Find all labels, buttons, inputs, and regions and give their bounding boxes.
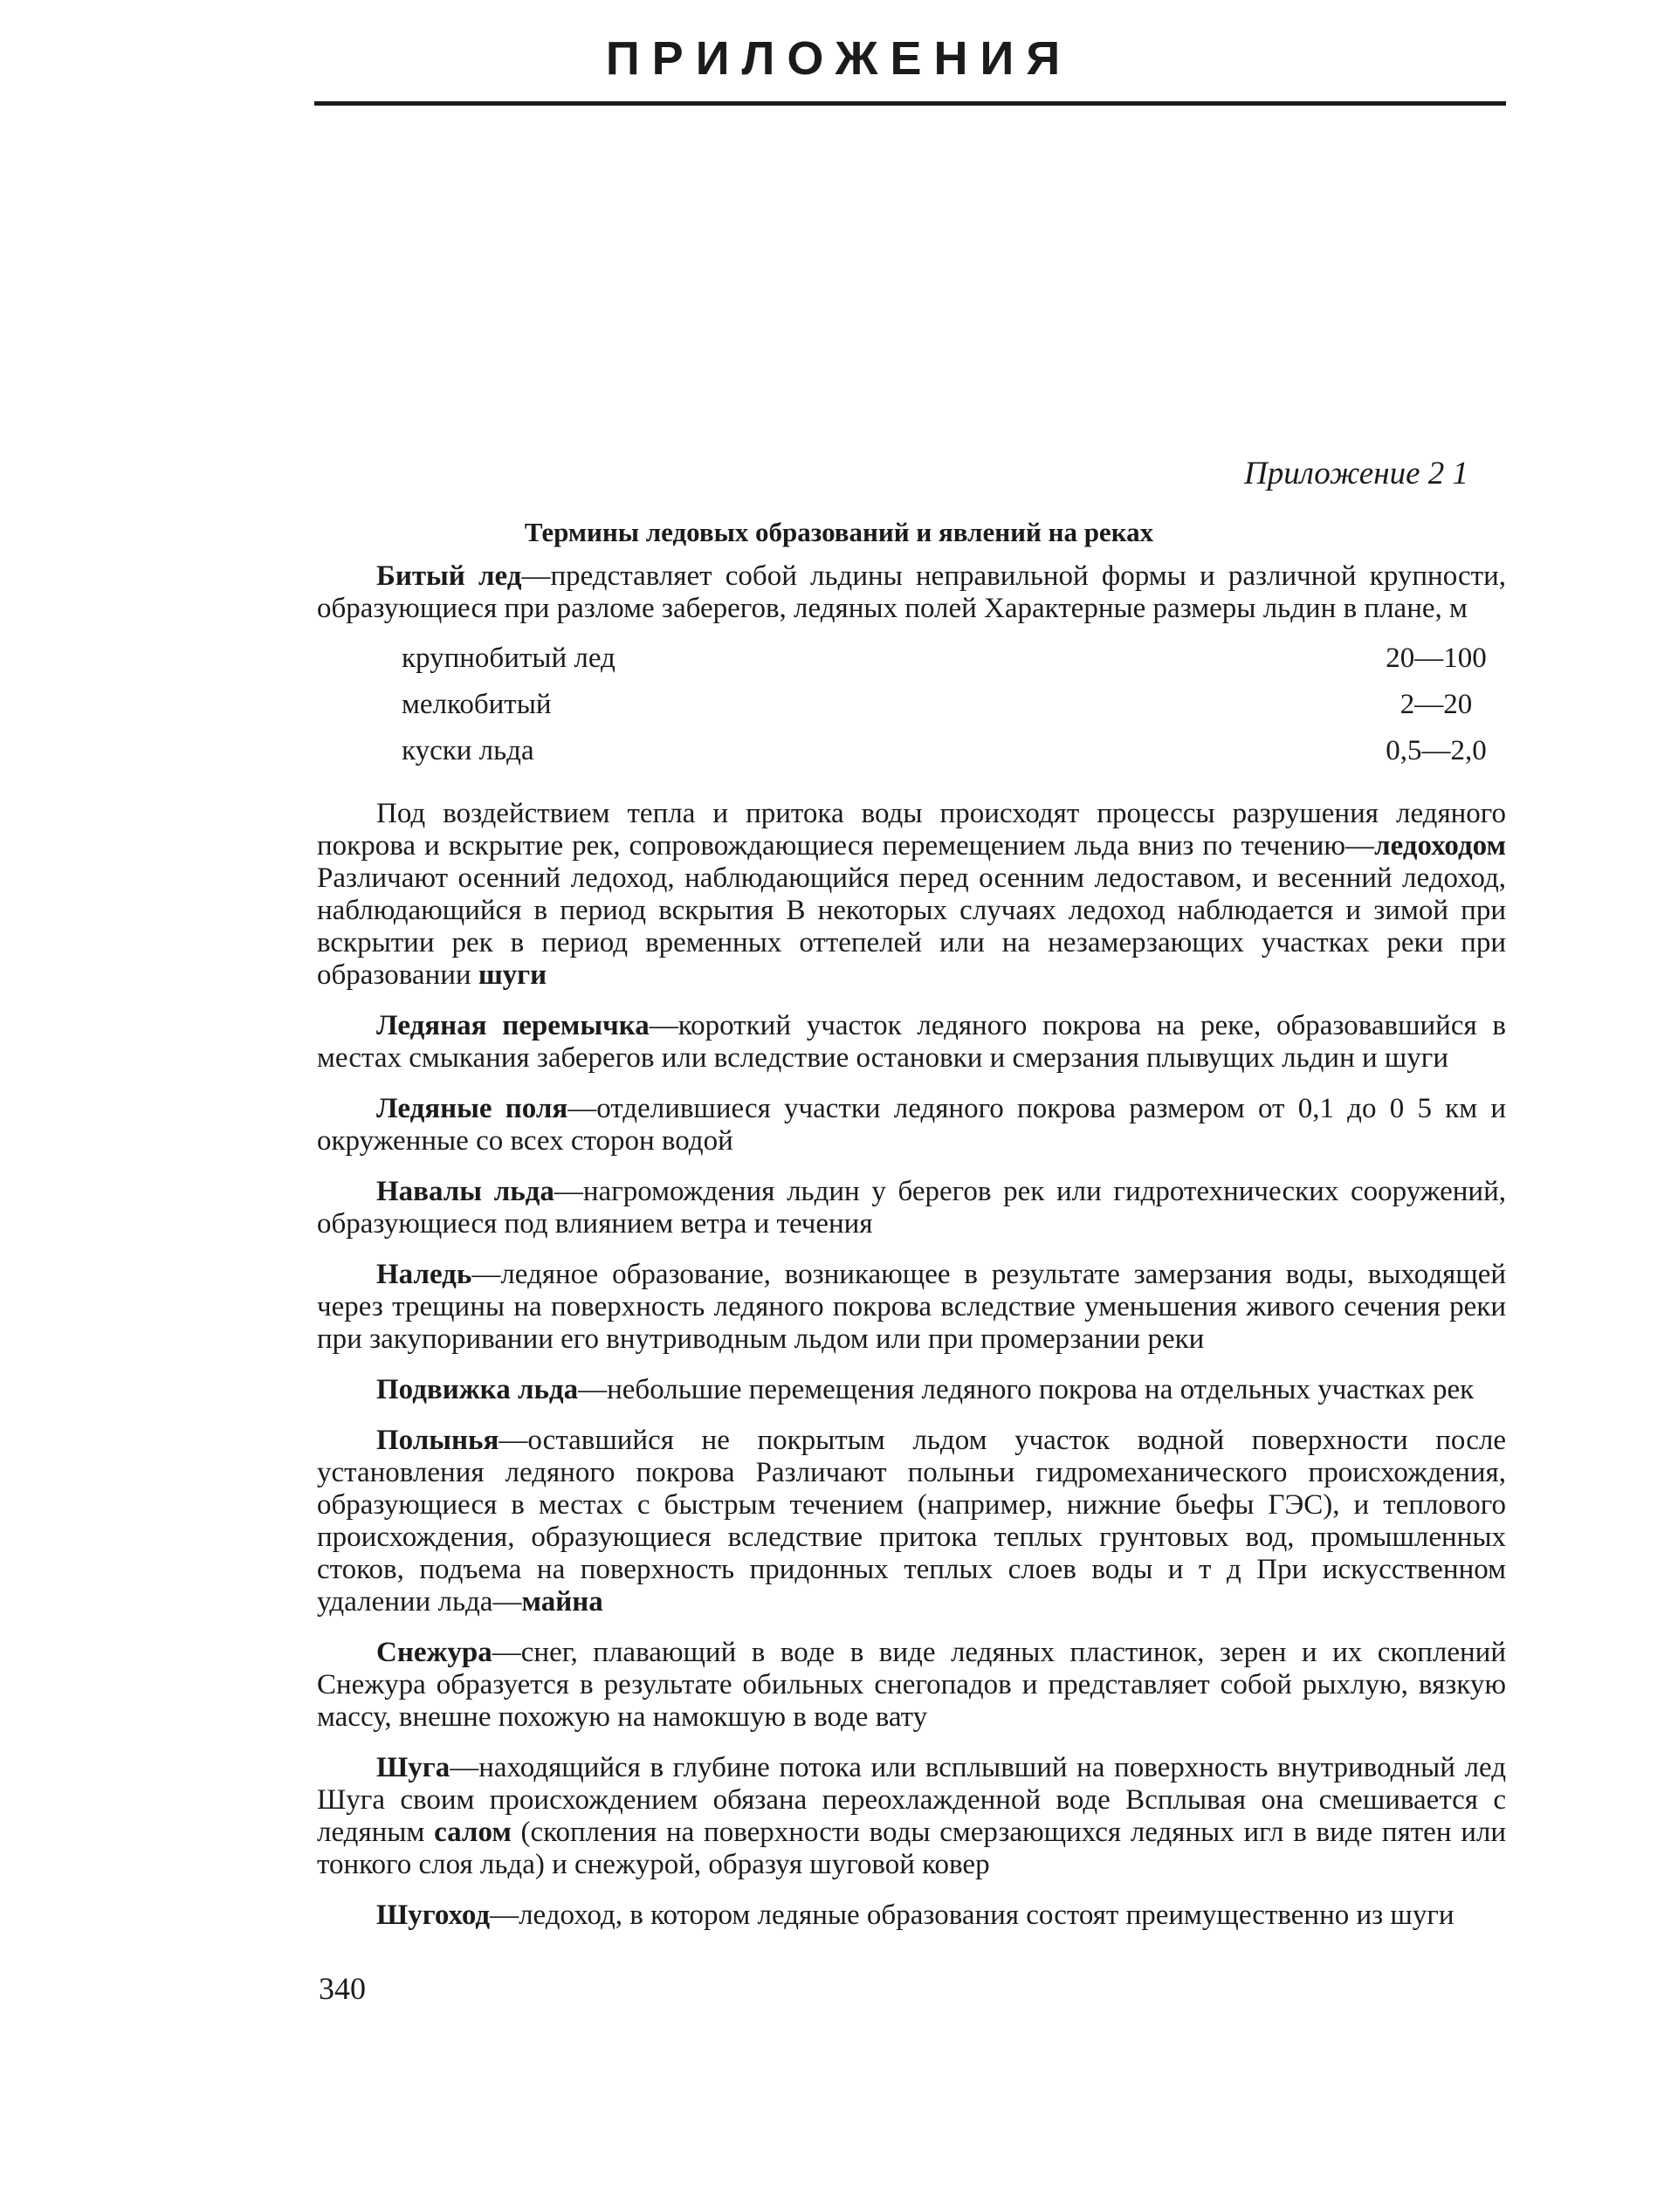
table-row xyxy=(402,682,1506,728)
paragraph-ice-drift xyxy=(317,798,1506,992)
term-definition: (скопления на поверхности воды смерзающихся ледяных игл в виде пятен или тонкого слоя льда) и снежурой, образуя шуговой ковер xyxy=(317,1817,1506,1880)
size-value: 0,5—2,0 xyxy=(1386,735,1487,766)
paragraph-ice-fields xyxy=(317,1093,1506,1158)
term-heading: Битый лед xyxy=(376,560,522,592)
term-heading: Навалы льда xyxy=(376,1176,554,1207)
paragraph-polynya xyxy=(317,1425,1506,1618)
paragraph-text: Различают осенний ледоход, наблюдающийся перед осенним ледоставом, и весенний ледоход, наблюдающийся в период вскрытия В некоторых случаях ледоход наблюдается и зимой при вскрытии рек в период временных оттепелей или на незамерзающих участках реки при образовании xyxy=(317,862,1506,991)
term-heading: Шуга xyxy=(376,1752,450,1783)
term-definition: —оставшийся не покрытым льдом участок водной поверхности после установления ледяного покрова Различают полыньи гидромеханического происхождения, образующиеся в местах с быстрым течением (например, нижние бьефы ГЭС), и теплового происхождения, образующиеся вследствие притока теплых грунтовых вод, промышленных стоков, подъема на поверхность придонных теплых слоев воды и т д При искусственном удалении льда— xyxy=(317,1425,1506,1618)
term-heading: Подвижка льда xyxy=(376,1374,579,1405)
term-inline: ледоходом xyxy=(1374,830,1506,862)
term-heading: Ледяные поля xyxy=(376,1093,568,1124)
table-cell-label: мелкобитый xyxy=(402,689,552,720)
term-definition: —снег, плавающий в воде в виде ледяных пластинок, зерен и их скоплений Снежура образуется в результате обильных снегопадов и представляет собой рыхлую, вязкую массу, внешне похожую на намокшую в воде вату xyxy=(317,1637,1506,1733)
term-definition: —нагромождения льдин у берегов рек или гидротехнических сооружений, образующиеся под влиянием ветра и течения xyxy=(317,1176,1507,1240)
term-heading: Шугоход xyxy=(376,1899,491,1931)
table-row xyxy=(402,728,1506,774)
section-title: Термины ледовых образований и явлений на реках xyxy=(524,517,1154,547)
term-inline: салом xyxy=(434,1817,512,1848)
page-header-title: ПРИЛОЖЕНИЯ xyxy=(605,32,1073,85)
term-definition: —небольшие перемещения ледяного покрова на отдельных участках рек xyxy=(578,1374,1475,1405)
term-definition: —короткий участок ледяного покрова на реке, образовавшийся в местах смыкания заберегов или вследствие остановки и смерзания плывущих льдин и шуги xyxy=(317,1010,1506,1074)
page-number: 340 xyxy=(319,1971,366,2006)
term-definition: —представляет собой льдины неправильной формы и различной крупности, образующиеся при разломе заберегов, ледяных полей Характерные размеры льдин в плане, м xyxy=(317,560,1506,624)
table-cell-value xyxy=(1279,635,1506,682)
term-heading: Наледь xyxy=(376,1259,472,1290)
paragraph-frazil xyxy=(317,1752,1506,1881)
paragraph-ice-shift xyxy=(317,1374,1506,1406)
table-row xyxy=(402,635,1506,682)
paragraph-frazil-run xyxy=(317,1899,1506,1932)
table-cell-label: крупнобитый лед xyxy=(402,642,615,674)
ice-size-table xyxy=(402,635,1506,774)
term-definition: —отделившиеся участки ледяного покрова размером от 0,1 до 0 5 км и окруженные со всех сторон водой xyxy=(317,1093,1506,1157)
term-heading: Полынья xyxy=(376,1425,499,1456)
paragraph-broken-ice xyxy=(317,560,1506,625)
table-cell-label: куски льда xyxy=(402,735,534,766)
term-heading: Снежура xyxy=(376,1637,492,1668)
term-definition: —ледоход, в котором ледяные образования состоят преимущественно из шуги xyxy=(490,1899,1454,1931)
term-inline: майна xyxy=(521,1586,603,1618)
paragraph-aufeis xyxy=(317,1259,1506,1356)
paragraph-slush xyxy=(317,1637,1506,1734)
size-value: 2—20 xyxy=(1399,689,1473,720)
size-value: 20—100 xyxy=(1386,642,1487,674)
table-cell-value xyxy=(1279,728,1506,774)
paragraph-ice-piles xyxy=(317,1176,1506,1240)
document-body xyxy=(317,560,1506,1932)
paragraph-text: Под воздействием тепла и притока воды происходят процессы разрушения ледяного покрова и вскрытие рек, сопровождающиеся перемещением льда вниз по течению— xyxy=(317,798,1506,862)
term-definition: —ледяное образование, возникающее в результате замерзания воды, выходящей через трещины на поверхность ледяного покрова вследствие уменьшения живого сечения реки при закупоривании его внутриводным льдом или при промерзании реки xyxy=(317,1259,1506,1355)
table-cell-value xyxy=(1279,682,1506,728)
term-heading: Ледяная перемычка xyxy=(376,1010,650,1041)
appendix-number: Приложение 2 1 xyxy=(1243,456,1468,491)
term-inline: шуги xyxy=(478,959,547,991)
header-rule xyxy=(314,101,1506,106)
paragraph-ice-jumper xyxy=(317,1010,1506,1075)
term-definition: —находящийся в глубине потока или всплывший на поверхность внутриводный лед Шуга своим происхождением обязана переохлажденной воде Всплывая она смешивается с ледяным xyxy=(317,1752,1506,1848)
